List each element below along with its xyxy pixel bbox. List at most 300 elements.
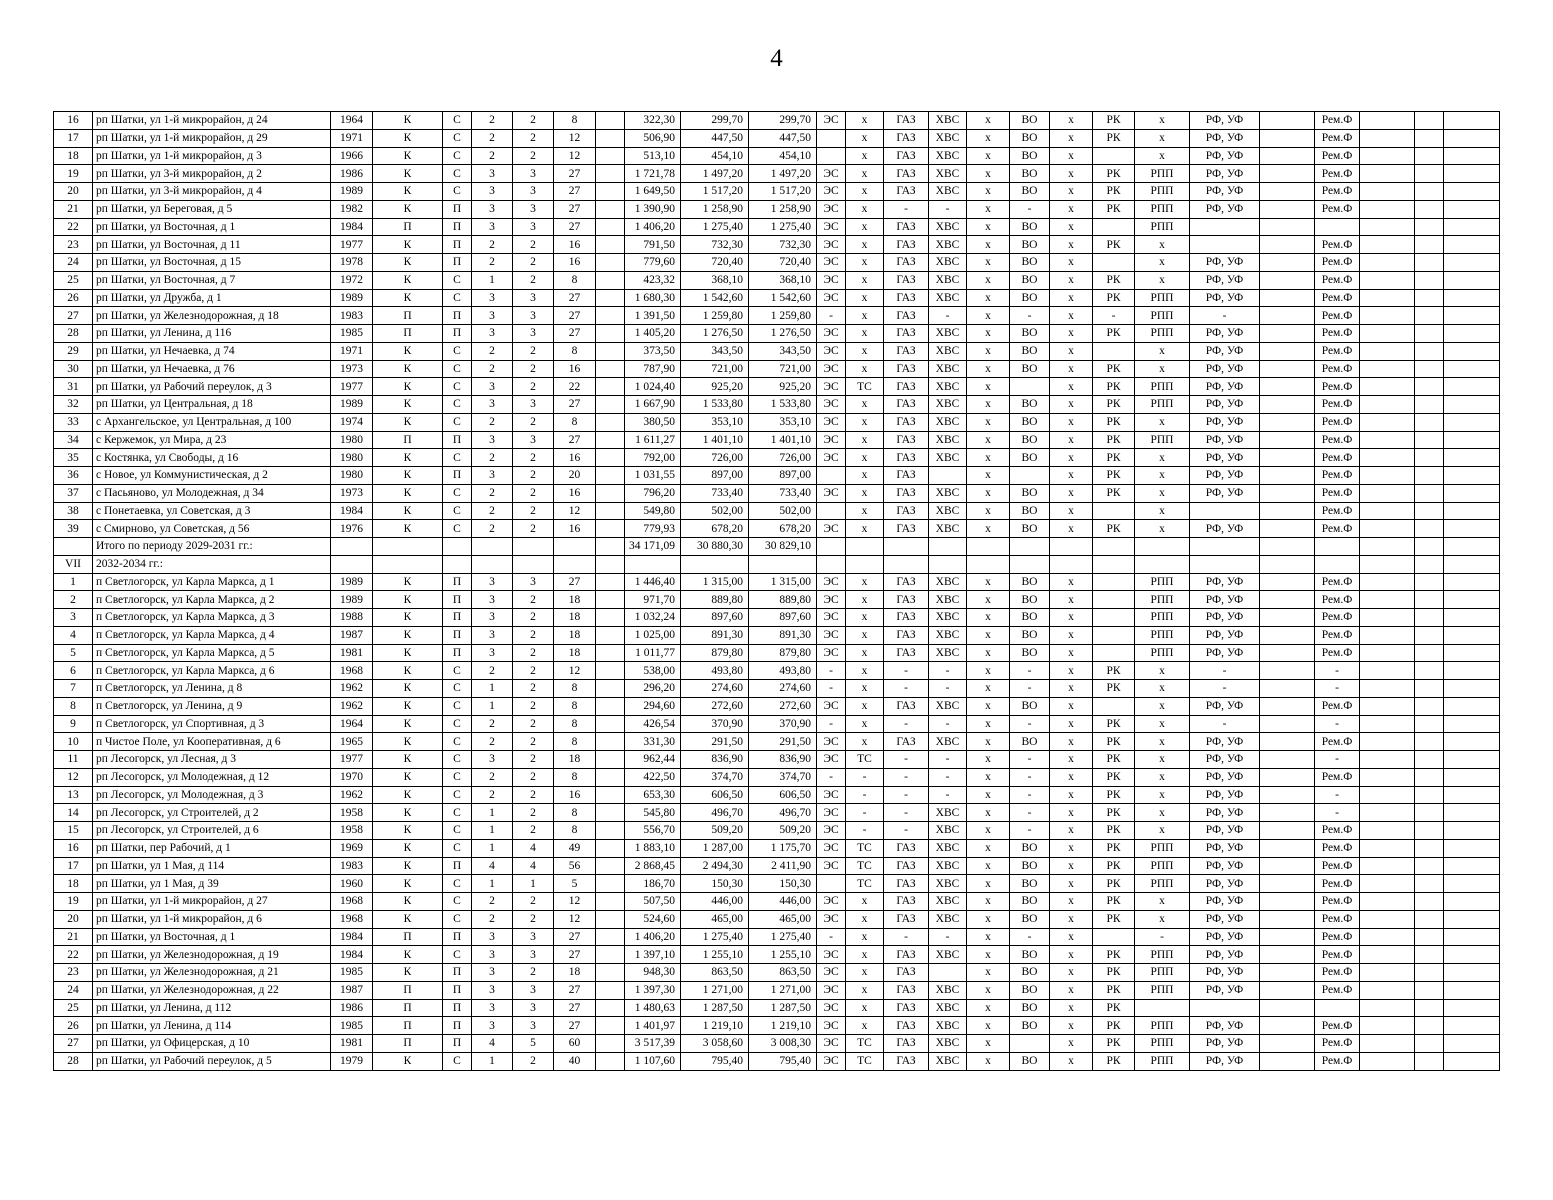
table-cell: ЭС [817, 999, 846, 1017]
table-cell [1415, 236, 1444, 254]
table-cell: К [373, 467, 443, 485]
table-cell: ГАЗ [884, 857, 929, 875]
table-cell: 8 [554, 680, 596, 698]
table-cell: РФ, УФ [1190, 520, 1260, 538]
table-cell [1360, 609, 1415, 627]
table-cell: 3 [472, 964, 513, 982]
table-cell: 374,70 [749, 768, 817, 786]
table-cell [1360, 520, 1415, 538]
table-cell: Рем.Ф [1315, 1035, 1360, 1053]
table-cell: С [443, 893, 472, 911]
table-cell: - [1010, 662, 1050, 680]
table-cell: 27 [554, 183, 596, 201]
table-cell: х [846, 893, 884, 911]
table-cell: РФ, УФ [1190, 112, 1260, 130]
table-cell: РФ, УФ [1190, 626, 1260, 644]
table-cell: К [373, 342, 443, 360]
table-cell [1360, 1017, 1415, 1035]
table-cell: ГАЗ [884, 609, 929, 627]
table-cell [443, 538, 472, 556]
table-cell: 879,80 [681, 644, 749, 662]
table-cell: 1 175,70 [749, 839, 817, 857]
table-cell [596, 1052, 625, 1070]
table-cell: П [373, 325, 443, 343]
table-cell: х [1050, 413, 1093, 431]
table-cell: 1960 [331, 875, 373, 893]
table-cell: х [846, 928, 884, 946]
table-cell: 2 [513, 467, 554, 485]
table-cell: РК [1093, 751, 1135, 769]
table-cell: ВО [1010, 502, 1050, 520]
table-row [54, 413, 1500, 431]
table-cell: ВО [1010, 1052, 1050, 1070]
table-cell: - [817, 662, 846, 680]
table-cell: 299,70 [749, 112, 817, 130]
table-row [54, 768, 1500, 786]
table-cell: х [1135, 733, 1190, 751]
table-cell [1190, 502, 1260, 520]
table-cell [1360, 591, 1415, 609]
table-cell: х [846, 236, 884, 254]
table-cell [1190, 555, 1260, 573]
table-cell: х [1050, 218, 1093, 236]
table-cell: ХВС [929, 857, 967, 875]
table-cell [1415, 218, 1444, 236]
table-cell: 2 [513, 147, 554, 165]
table-cell: С [443, 822, 472, 840]
table-cell: РФ, УФ [1190, 183, 1260, 201]
table-cell [1315, 218, 1360, 236]
table-cell: Рем.Ф [1315, 342, 1360, 360]
table-cell: рп Шатки, ул Железнодорожная, д 22 [93, 981, 331, 999]
table-cell [472, 555, 513, 573]
table-cell [596, 289, 625, 307]
table-cell [1360, 680, 1415, 698]
table-cell: ХВС [929, 413, 967, 431]
table-row [54, 271, 1500, 289]
table-cell: 1 275,40 [681, 218, 749, 236]
table-cell: РФ, УФ [1190, 484, 1260, 502]
table-cell [1010, 1035, 1050, 1053]
table-cell: 1989 [331, 573, 373, 591]
table-cell: ЭС [817, 289, 846, 307]
table-cell: х [967, 147, 1010, 165]
table-row [54, 431, 1500, 449]
table-cell: 1972 [331, 271, 373, 289]
table-row [54, 964, 1500, 982]
table-cell: РФ, УФ [1190, 822, 1260, 840]
table-cell: 30 829,10 [749, 538, 817, 556]
table-cell: 12 [554, 910, 596, 928]
table-cell: РК [1093, 1052, 1135, 1070]
table-cell: х [1050, 768, 1093, 786]
table-cell [1260, 1017, 1315, 1035]
table-cell: 24 [54, 254, 93, 272]
table-cell: - [1010, 715, 1050, 733]
table-cell [1415, 893, 1444, 911]
table-cell [513, 555, 554, 573]
table-cell: РК [1093, 112, 1135, 130]
table-cell: РФ, УФ [1190, 591, 1260, 609]
table-cell: 454,10 [681, 147, 749, 165]
table-cell: 2 [513, 449, 554, 467]
table-cell: ГАЗ [884, 360, 929, 378]
table-cell: 1 287,50 [681, 999, 749, 1017]
table-cell: 24 [54, 981, 93, 999]
table-cell: ЭС [817, 573, 846, 591]
table-cell: ГАЗ [884, 1052, 929, 1070]
table-cell: 1971 [331, 129, 373, 147]
table-cell [1360, 946, 1415, 964]
table-cell: 4 [472, 1035, 513, 1053]
table-cell: П [373, 307, 443, 325]
table-cell [1360, 147, 1415, 165]
table-cell [1444, 271, 1500, 289]
table-cell: 1989 [331, 183, 373, 201]
table-cell: 1969 [331, 839, 373, 857]
table-cell [596, 129, 625, 147]
table-row [54, 307, 1500, 325]
table-cell: П [443, 626, 472, 644]
table-cell [596, 147, 625, 165]
table-cell: - [817, 928, 846, 946]
table-cell [1415, 1017, 1444, 1035]
table-cell: С [443, 875, 472, 893]
table-cell: х [1050, 342, 1093, 360]
table-cell: 1 401,97 [625, 1017, 681, 1035]
table-cell: 1986 [331, 165, 373, 183]
table-cell: 1 258,90 [681, 200, 749, 218]
table-cell: х [967, 981, 1010, 999]
table-cell [596, 928, 625, 946]
table-cell: 1 533,80 [681, 396, 749, 414]
table-cell: VII [54, 555, 93, 573]
table-cell [1360, 644, 1415, 662]
table-cell: 18 [554, 751, 596, 769]
table-cell: 8 [554, 342, 596, 360]
table-cell: ЭС [817, 360, 846, 378]
table-cell [596, 822, 625, 840]
table-cell: 465,00 [681, 910, 749, 928]
table-cell: 2 [513, 112, 554, 130]
table-cell: С [443, 378, 472, 396]
table-cell: 9 [54, 715, 93, 733]
table-cell [625, 555, 681, 573]
table-cell: 1 107,60 [625, 1052, 681, 1070]
table-cell: 1 315,00 [749, 573, 817, 591]
table-cell: ЭС [817, 520, 846, 538]
table-cell: ВО [1010, 981, 1050, 999]
table-row [54, 396, 1500, 414]
table-row [54, 644, 1500, 662]
table-cell: х [1050, 129, 1093, 147]
table-cell: РФ, УФ [1190, 839, 1260, 857]
table-cell: К [373, 697, 443, 715]
table-cell: Рем.Ф [1315, 733, 1360, 751]
table-cell: ГАЗ [884, 325, 929, 343]
table-cell: ВО [1010, 236, 1050, 254]
table-cell: 25 [54, 999, 93, 1017]
table-cell: РПП [1135, 218, 1190, 236]
table-cell: х [1135, 360, 1190, 378]
table-cell: 5 [513, 1035, 554, 1053]
table-cell [1260, 307, 1315, 325]
table-cell: П [443, 857, 472, 875]
table-cell: 3 [513, 396, 554, 414]
table-cell: РФ, УФ [1190, 342, 1260, 360]
table-cell: 1977 [331, 751, 373, 769]
table-cell: 509,20 [749, 822, 817, 840]
table-cell: ГАЗ [884, 165, 929, 183]
table-cell: ЭС [817, 822, 846, 840]
table-cell [1444, 857, 1500, 875]
table-cell: 720,40 [681, 254, 749, 272]
table-cell: РФ, УФ [1190, 467, 1260, 485]
table-cell: ЭС [817, 1017, 846, 1035]
table-cell: 1980 [331, 431, 373, 449]
table-cell: ЭС [817, 183, 846, 201]
table-cell: ВО [1010, 964, 1050, 982]
table-cell [1444, 839, 1500, 857]
table-row [54, 502, 1500, 520]
table-cell: РФ, УФ [1190, 325, 1260, 343]
table-cell: 8 [554, 715, 596, 733]
table-cell [1444, 467, 1500, 485]
table-cell: рп Шатки, ул Восточная, д 11 [93, 236, 331, 254]
table-cell: 1 259,80 [749, 307, 817, 325]
table-cell: 5 [54, 644, 93, 662]
table-cell [1415, 396, 1444, 414]
table-cell: 2 [513, 626, 554, 644]
table-cell: 49 [554, 839, 596, 857]
table-cell: 863,50 [681, 964, 749, 982]
table-cell: х [846, 307, 884, 325]
table-cell [596, 591, 625, 609]
table-cell: 1 287,50 [749, 999, 817, 1017]
table-cell [1444, 733, 1500, 751]
table-cell: С [443, 289, 472, 307]
table-cell: 3 [513, 218, 554, 236]
table-cell: - [884, 804, 929, 822]
table-cell: П [443, 999, 472, 1017]
table-cell: Рем.Ф [1315, 875, 1360, 893]
table-cell: 291,50 [749, 733, 817, 751]
table-cell [1093, 928, 1135, 946]
table-cell: ГАЗ [884, 289, 929, 307]
table-cell: К [373, 271, 443, 289]
table-cell: 2 494,30 [681, 857, 749, 875]
table-cell: 3 [472, 396, 513, 414]
table-cell: 971,70 [625, 591, 681, 609]
table-cell: ТС [846, 839, 884, 857]
table-cell [1444, 964, 1500, 982]
table-cell [817, 467, 846, 485]
table-cell: 678,20 [681, 520, 749, 538]
table-cell [1444, 609, 1500, 627]
table-cell: х [967, 839, 1010, 857]
table-cell: 299,70 [681, 112, 749, 130]
table-cell: 272,60 [681, 697, 749, 715]
table-cell: 1 649,50 [625, 183, 681, 201]
table-cell: с Понетаевка, ул Советская, д 3 [93, 502, 331, 520]
table-row [54, 1052, 1500, 1070]
table-cell: Рем.Ф [1315, 910, 1360, 928]
table-cell: ЭС [817, 946, 846, 964]
table-cell [1093, 538, 1135, 556]
table-cell: 1 275,40 [681, 928, 749, 946]
table-cell: 18 [554, 609, 596, 627]
table-cell: 3 [472, 307, 513, 325]
table-cell: - [929, 715, 967, 733]
table-cell: рп Шатки, ул Дружба, д 1 [93, 289, 331, 307]
table-cell: 1980 [331, 467, 373, 485]
table-cell: ГАЗ [884, 467, 929, 485]
table-cell: Рем.Ф [1315, 609, 1360, 627]
table-cell [472, 538, 513, 556]
table-cell: х [1050, 325, 1093, 343]
table-cell: ХВС [929, 697, 967, 715]
table-cell [1190, 538, 1260, 556]
table-cell [846, 555, 884, 573]
table-cell [1360, 1035, 1415, 1053]
table-cell: х [1050, 609, 1093, 627]
table-cell: 1 219,10 [749, 1017, 817, 1035]
table-cell: рп Шатки, ул Ленина, д 112 [93, 999, 331, 1017]
table-cell: х [1050, 964, 1093, 982]
table-cell: ХВС [929, 804, 967, 822]
table-cell [1360, 449, 1415, 467]
table-cell [1444, 360, 1500, 378]
table-cell: 18 [554, 591, 596, 609]
table-row [54, 147, 1500, 165]
table-cell: - [1190, 680, 1260, 698]
table-row [54, 697, 1500, 715]
table-row [54, 857, 1500, 875]
table-cell [1415, 946, 1444, 964]
table-cell [1444, 768, 1500, 786]
table-cell [1315, 538, 1360, 556]
table-cell: 1 [54, 573, 93, 591]
table-cell: 653,30 [625, 786, 681, 804]
table-cell: 1 258,90 [749, 200, 817, 218]
table-cell: - [817, 715, 846, 733]
table-cell: 726,00 [749, 449, 817, 467]
table-cell: РФ, УФ [1190, 200, 1260, 218]
table-cell: х [1050, 875, 1093, 893]
table-cell: 368,10 [681, 271, 749, 289]
table-cell: ЭС [817, 449, 846, 467]
table-cell [1444, 644, 1500, 662]
table-cell: х [967, 467, 1010, 485]
table-cell: 2 [513, 680, 554, 698]
table-cell [1444, 502, 1500, 520]
table-cell: 1968 [331, 662, 373, 680]
table-cell: 2 [472, 413, 513, 431]
table-cell [1444, 555, 1500, 573]
table-cell: х [1050, 910, 1093, 928]
table-cell [817, 502, 846, 520]
table-cell: х [967, 396, 1010, 414]
table-cell: РК [1093, 1017, 1135, 1035]
table-cell [1260, 289, 1315, 307]
table-cell: 373,50 [625, 342, 681, 360]
table-cell: х [1135, 254, 1190, 272]
table-cell: ГАЗ [884, 981, 929, 999]
table-cell [1415, 538, 1444, 556]
table-cell: х [1050, 644, 1093, 662]
table-cell [1444, 165, 1500, 183]
table-cell: ЭС [817, 804, 846, 822]
table-cell: 1 397,10 [625, 946, 681, 964]
table-cell: С [443, 839, 472, 857]
table-cell: х [967, 271, 1010, 289]
table-cell [1260, 413, 1315, 431]
table-cell: ХВС [929, 378, 967, 396]
table-cell: 16 [554, 449, 596, 467]
table-cell: Рем.Ф [1315, 502, 1360, 520]
table-cell [596, 964, 625, 982]
table-row [54, 555, 1500, 573]
table-cell: Рем.Ф [1315, 289, 1360, 307]
table-cell: 2 [513, 644, 554, 662]
table-cell: ЭС [817, 751, 846, 769]
table-cell: 2 868,45 [625, 857, 681, 875]
table-cell: х [967, 1035, 1010, 1053]
table-cell: 12 [554, 502, 596, 520]
table-cell [1260, 733, 1315, 751]
table-cell: 1978 [331, 254, 373, 272]
table-cell: 3 [472, 573, 513, 591]
table-cell [817, 147, 846, 165]
table-cell [1260, 822, 1315, 840]
table-cell: РК [1093, 236, 1135, 254]
table-cell: 732,30 [749, 236, 817, 254]
table-cell: х [967, 591, 1010, 609]
table-cell: ВО [1010, 360, 1050, 378]
table-cell: ВО [1010, 875, 1050, 893]
table-cell: Рем.Ф [1315, 484, 1360, 502]
table-cell: 22 [54, 218, 93, 236]
table-cell: 863,50 [749, 964, 817, 982]
table-cell: х [846, 183, 884, 201]
table-cell: х [1050, 715, 1093, 733]
table-cell: х [1050, 857, 1093, 875]
table-cell [929, 964, 967, 982]
table-cell: ЭС [817, 1052, 846, 1070]
table-cell [1260, 573, 1315, 591]
table-cell [1260, 271, 1315, 289]
table-cell: Рем.Ф [1315, 360, 1360, 378]
table-row [54, 626, 1500, 644]
table-cell [1010, 538, 1050, 556]
table-cell: 678,20 [749, 520, 817, 538]
table-cell [1444, 626, 1500, 644]
table-cell: 30 [54, 360, 93, 378]
table-cell: 2032-2034 гг.: [93, 555, 331, 573]
table-cell: 3 [472, 1017, 513, 1035]
table-cell: 1 315,00 [681, 573, 749, 591]
table-cell: 779,93 [625, 520, 681, 538]
table-cell: ВО [1010, 289, 1050, 307]
table-cell: 3 [472, 644, 513, 662]
table-cell: 3 [472, 325, 513, 343]
table-body [54, 112, 1500, 1071]
table-cell: К [373, 609, 443, 627]
table-cell [596, 626, 625, 644]
table-cell [1260, 946, 1315, 964]
table-cell: х [967, 520, 1010, 538]
table-cell [596, 715, 625, 733]
